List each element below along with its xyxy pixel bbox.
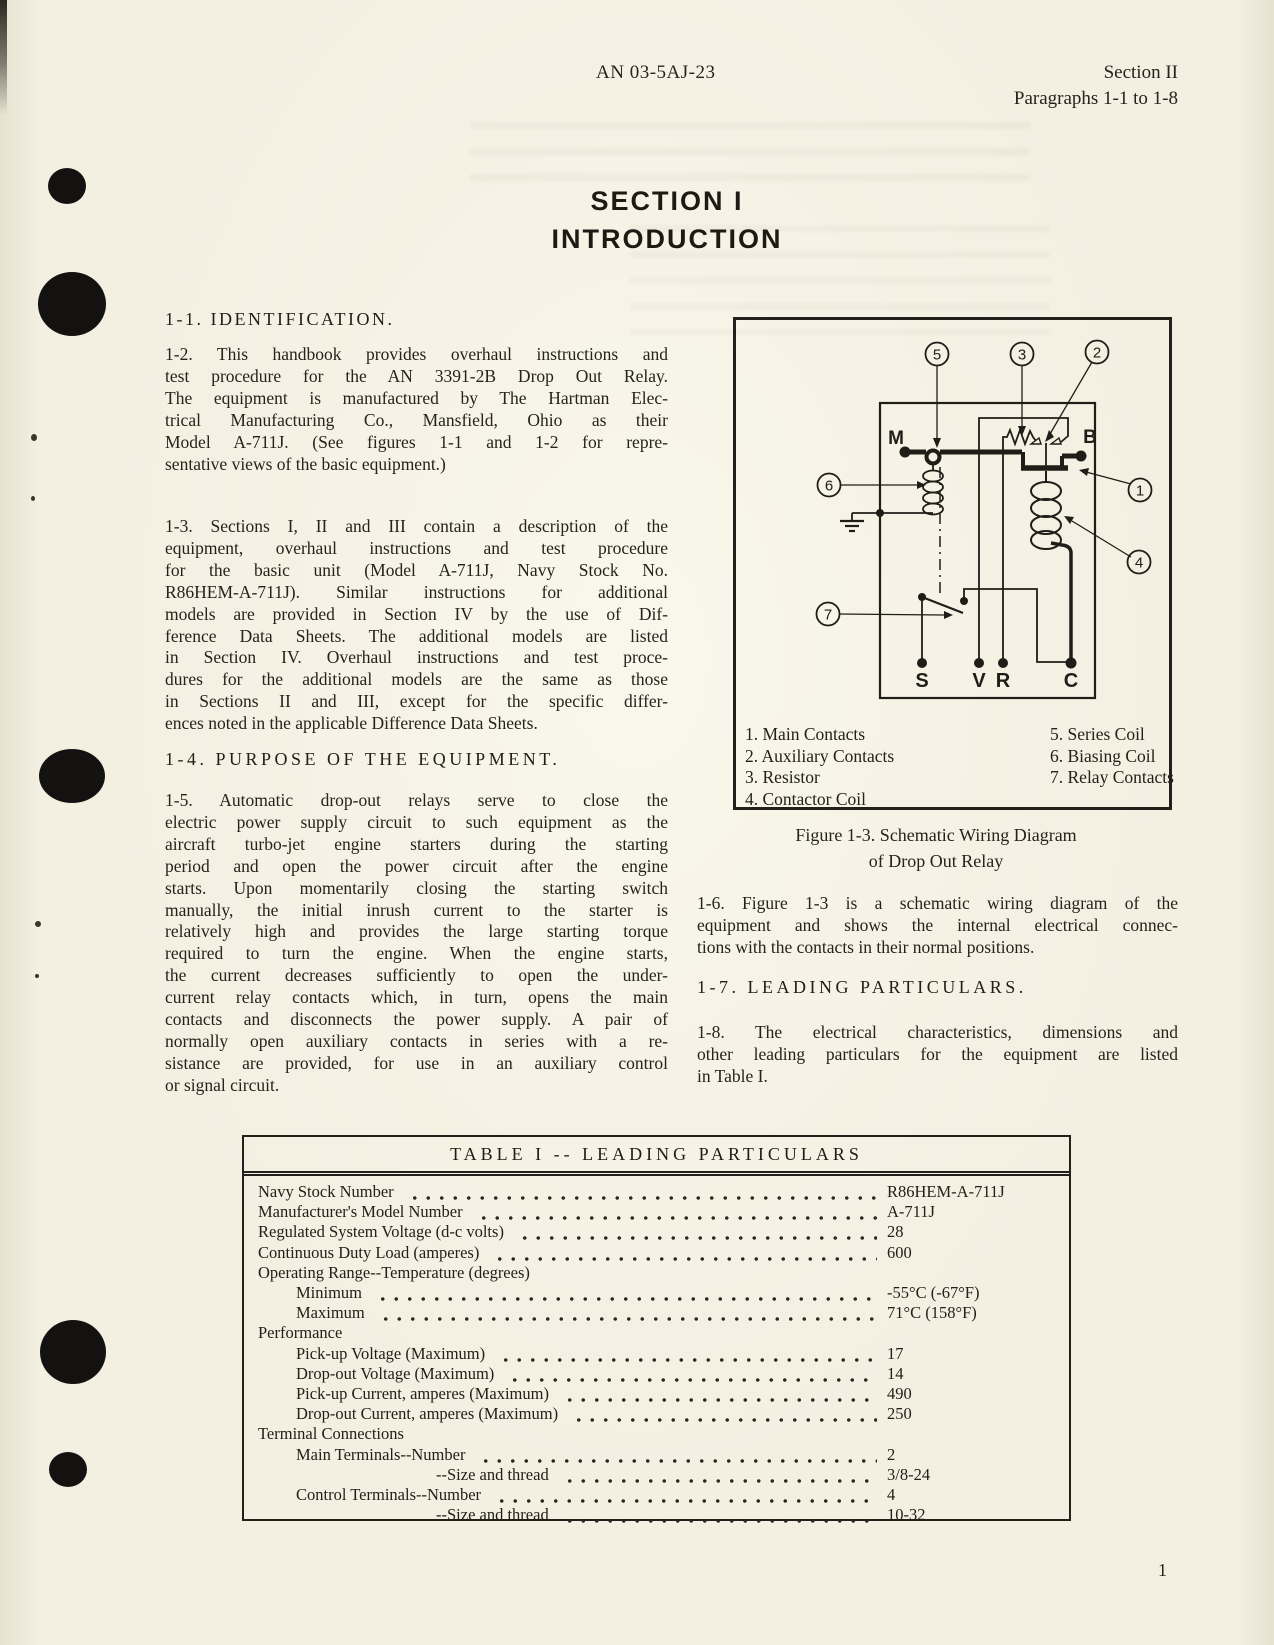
table-row-label: Regulated System Voltage (d-c volts)	[258, 1222, 504, 1242]
table-row-label: Terminal Connections	[258, 1424, 404, 1444]
table-row-label: Performance	[258, 1323, 343, 1343]
table-row-value: R86HEM-A-711J	[887, 1182, 1005, 1201]
paragraph-1-8	[697, 1022, 1178, 1088]
text-line: 1-2. This handbook provides overhaul instructions and	[165, 344, 668, 364]
table-row	[258, 1424, 1057, 1444]
text-line: sentative views of the basic equipment.)	[165, 453, 446, 474]
text-line: tions with the contacts in their normal positions.	[697, 936, 1035, 957]
table-row-label: Manufacturer's Model Number	[258, 1202, 463, 1222]
text-line: models are provided in Section IV by the use of Dif-	[165, 603, 668, 624]
table-row	[258, 1243, 1057, 1263]
text-line: period and open the power circuit after the engine	[165, 855, 668, 876]
callout-1: 1	[1135, 482, 1145, 500]
dot-leader	[406, 1182, 877, 1202]
text-line: in Sections II and III, except for the specific differ-	[165, 691, 668, 712]
text-line: test procedure for the AN 3391-2B Drop Out Relay.	[165, 365, 668, 386]
table-row-value: 600	[887, 1242, 912, 1262]
table-row	[258, 1364, 1057, 1384]
table-row	[258, 1263, 1057, 1283]
text-line: electric power supply circuit to such equipment as the	[165, 811, 668, 832]
table-row-label: Minimum	[296, 1283, 363, 1303]
terminal-dot-r	[998, 658, 1008, 668]
table-row-value: A-711J	[887, 1202, 935, 1222]
paragraph-reference: Paragraphs 1-1 to 1-8	[1013, 88, 1178, 109]
switch-blade	[922, 597, 963, 613]
terminal-label-m: M	[888, 428, 904, 449]
dot-leader	[561, 1465, 877, 1485]
leading-particulars-table	[242, 1135, 1071, 1525]
paragraph-1-6	[697, 893, 1178, 959]
dot-leader	[475, 1202, 877, 1222]
heading-1-7: 1-7. LEADING PARTICULARS.	[697, 977, 1027, 997]
doc-number: AN 03-5AJ-23	[596, 62, 716, 83]
ink-speck	[31, 434, 37, 441]
legend-item: 1. Main Contacts	[745, 724, 866, 744]
text-line: 1-6. Figure 1-3 is a schematic wiring diagram of the	[697, 893, 1178, 913]
text-line: normally open auxiliary contacts in series with a re-	[165, 1030, 668, 1051]
heading-1-1: 1-1. IDENTIFICATION.	[165, 309, 395, 329]
callout-6: 6	[824, 477, 834, 495]
dot-leader	[570, 1404, 877, 1424]
paragraph-1-5	[165, 790, 668, 1097]
terminal-dot-c	[1066, 658, 1077, 669]
dot-leader	[491, 1243, 877, 1263]
ink-speck	[35, 974, 39, 978]
table-row-label: --Size and thread	[436, 1464, 549, 1484]
text-line: 1-5. Automatic drop-out relays serve to close the	[165, 790, 668, 810]
text-line: aircraft turbo-jet engine starters during the starting	[165, 833, 668, 854]
text-line: equipment and shows the internal electrical connec-	[697, 914, 1178, 935]
page-number: 1	[1158, 1560, 1167, 1580]
table-row	[258, 1222, 1057, 1242]
dot-leader	[561, 1505, 877, 1525]
text-line: ences noted in the applicable Difference Data Sheets.	[165, 713, 538, 734]
series-coil-loop	[927, 451, 940, 464]
ground-symbol	[840, 513, 864, 531]
callout-2: 2	[1092, 344, 1102, 362]
text-line: manually, the initial inrush current to the starter is	[165, 899, 668, 920]
dot-leader	[477, 1445, 877, 1465]
table-row-label: Main Terminals--Number	[296, 1444, 466, 1464]
table-row-value: 4	[887, 1485, 896, 1505]
callout-3: 3	[1017, 346, 1027, 364]
ink-speck	[31, 496, 35, 501]
callout-7: 7	[823, 606, 833, 624]
terminal-label-c: C	[1063, 670, 1079, 692]
terminal-label-s: S	[915, 670, 929, 692]
text-line: current relay contacts which, in turn, opens the main	[165, 987, 668, 1008]
figure-legend-right	[1050, 724, 1174, 789]
table-body	[244, 1176, 1069, 1525]
text-line: required to turn the engine. When the engine starts,	[165, 943, 668, 964]
section-heading: SECTION I	[590, 186, 744, 216]
punch-mark	[48, 168, 86, 204]
header-reference	[1014, 60, 1178, 112]
table-row-value: -55°C (-67°F)	[887, 1283, 980, 1303]
figure-caption-line1: Figure 1-3. Schematic Wiring Diagram	[795, 825, 1077, 845]
c-terminal-wire	[1051, 543, 1071, 662]
table-row-value: 14	[887, 1363, 904, 1383]
table-row	[258, 1344, 1057, 1364]
aux-contact-left	[1031, 438, 1041, 444]
aux-contact-right	[1051, 438, 1061, 444]
text-line: The equipment is manufactured by The Hartman Elec-	[165, 387, 668, 408]
text-line: for the basic unit (Model A-711J, Navy Stock No.	[165, 559, 668, 580]
table-row-label: Maximum	[296, 1303, 365, 1323]
table-row	[258, 1505, 1057, 1525]
table-row	[258, 1182, 1057, 1202]
callout-5: 5	[932, 346, 942, 364]
text-line: starts. Upon momentarily closing the starting switch	[165, 877, 668, 898]
text-line: or signal circuit.	[165, 1074, 280, 1095]
text-line: in Section IV. Overhaul instructions and test proce-	[165, 647, 668, 668]
legend-item: 2. Auxiliary Contacts	[745, 745, 895, 766]
punch-mark	[39, 749, 105, 803]
table-row	[258, 1465, 1057, 1485]
paragraph-1-2	[165, 344, 668, 475]
punch-mark	[38, 272, 106, 336]
text-line: dures for the additional models are the same as those	[165, 669, 668, 690]
table-row	[258, 1323, 1057, 1343]
table-row-label: Continuous Duty Load (amperes)	[258, 1242, 480, 1262]
switch-to-c-wire	[964, 589, 1071, 662]
legend-item: 7. Relay Contacts	[1050, 767, 1174, 787]
table-row-value: 2	[887, 1444, 896, 1464]
legend-item: 3. Resistor	[745, 767, 820, 787]
table-row	[258, 1283, 1057, 1303]
figure-legend-left	[745, 724, 894, 810]
text-line: Model A-711J. (See figures 1-1 and 1-2 for repre-	[165, 431, 668, 452]
paragraph-1-3	[165, 516, 668, 735]
dot-leader	[374, 1283, 877, 1303]
table-row-label: Pick-up Current, amperes (Maximum)	[296, 1384, 549, 1404]
table-row	[258, 1445, 1057, 1465]
table-row-value: 490	[887, 1384, 912, 1404]
callout-leaders	[839, 362, 1131, 615]
table-row-label: Navy Stock Number	[258, 1182, 394, 1201]
terminal-dot-b	[1076, 451, 1087, 462]
terminal-dot-v	[974, 658, 984, 668]
figure-caption	[700, 823, 1172, 874]
figure-caption-line2: of Drop Out Relay	[868, 850, 1004, 871]
relay-case-outline	[880, 403, 1095, 698]
callout-circles	[817, 341, 1152, 626]
heading-1-4: 1-4. PURPOSE OF THE EQUIPMENT.	[165, 749, 561, 769]
text-line: equipment, overhaul instructions and test procedure	[165, 537, 668, 558]
callout-4: 4	[1134, 554, 1144, 572]
text-line: ference Data Sheets. The additional models are listed	[165, 625, 668, 646]
table-row-label: Pick-up Voltage (Maximum)	[296, 1343, 486, 1363]
section-reference: Section II	[1103, 62, 1178, 83]
legend-item: 4. Contactor Coil	[745, 788, 867, 809]
table-title: TABLE I -- LEADING PARTICULARS	[244, 1137, 1069, 1176]
text-line: contacts and disconnects the power supply. A pair of	[165, 1009, 668, 1030]
dot-leader	[561, 1384, 877, 1404]
punch-mark	[40, 1320, 106, 1384]
table-row-label: Drop-out Current, amperes (Maximum)	[296, 1404, 559, 1424]
resistor-symbol	[1003, 430, 1036, 663]
text-line: 1-8. The electrical characteristics, dimensions and	[697, 1022, 1178, 1042]
table-row	[258, 1303, 1057, 1323]
text-line: 1-3. Sections I, II and III contain a description of the	[165, 516, 668, 536]
table-row-value: 10-32	[887, 1505, 926, 1525]
section-subheading: INTRODUCTION	[551, 224, 783, 254]
dot-leader	[497, 1344, 877, 1364]
text-line: in Table I.	[697, 1065, 768, 1086]
punch-mark	[49, 1452, 87, 1487]
table-row-label: --Size and thread	[436, 1505, 549, 1525]
table-row-label: Control Terminals--Number	[296, 1485, 482, 1505]
bleed-through-artifact	[470, 122, 1030, 182]
text-line: other leading particulars for the equipment are listed	[697, 1043, 1178, 1064]
dot-leader	[377, 1303, 877, 1323]
table-row-label: Drop-out Voltage (Maximum)	[296, 1363, 495, 1383]
terminal-label-b: B	[1083, 427, 1097, 448]
ink-speck	[35, 921, 41, 927]
table-row-label: Operating Range--Temperature (degrees)	[258, 1262, 530, 1282]
table-row	[258, 1485, 1057, 1505]
legend-item: 6. Biasing Coil	[1050, 745, 1156, 766]
table-row	[258, 1202, 1057, 1222]
contactor-coil-symbol	[1031, 471, 1061, 549]
table-row-value: 28	[887, 1222, 904, 1242]
scan-edge-artifact	[0, 0, 7, 115]
table-row-value: 3/8-24	[887, 1464, 931, 1484]
legend-item: 5. Series Coil	[1050, 724, 1145, 744]
terminal-label-v: V	[972, 670, 986, 692]
text-line: R86HEM-A-711J). Similar instructions for additional	[165, 581, 668, 602]
junction-dot	[876, 509, 884, 517]
table-row-value: 71°C (158°F)	[887, 1303, 977, 1323]
text-line: sistance are provided, for use in an auxiliary control	[165, 1052, 668, 1073]
text-line: the current decreases sufficiently to open the under-	[165, 965, 668, 986]
dot-leader	[493, 1485, 877, 1505]
text-line: trical Manufacturing Co., Mansfield, Ohio as their	[165, 409, 668, 430]
dot-leader	[506, 1364, 877, 1384]
table-row	[258, 1404, 1057, 1424]
table-row-value: 250	[887, 1404, 912, 1424]
text-line: relatively high and provides the large starting torque	[165, 921, 668, 942]
table-row	[258, 1384, 1057, 1404]
dot-leader	[516, 1222, 877, 1242]
table-row-value: 17	[887, 1343, 904, 1363]
terminal-dot-s	[917, 658, 927, 668]
schematic-diagram	[700, 310, 1172, 722]
terminal-label-r: R	[995, 670, 1011, 692]
